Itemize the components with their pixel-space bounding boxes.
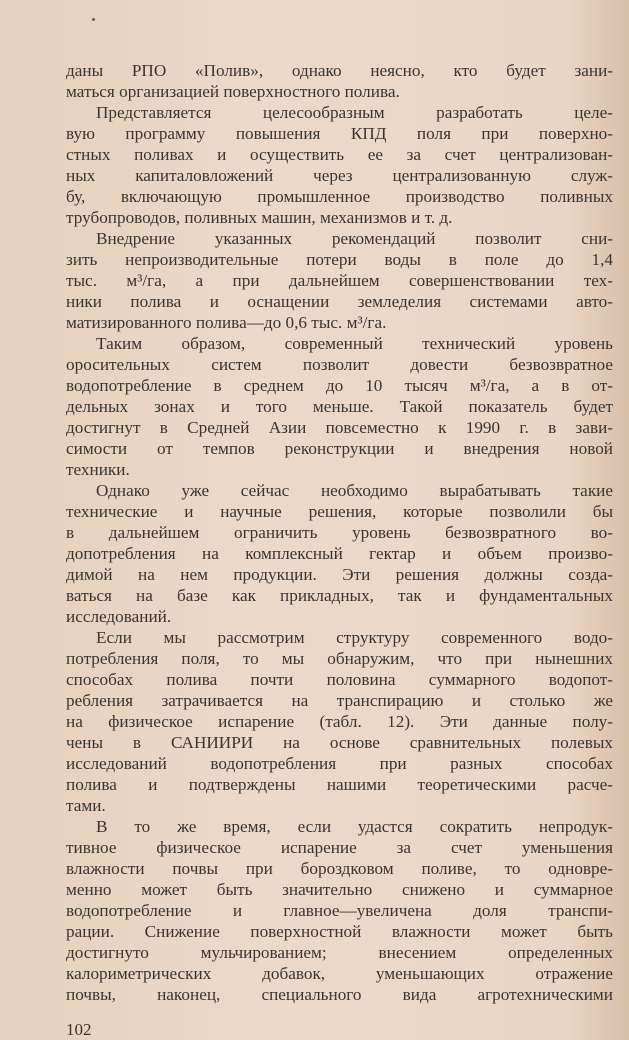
text-line: техники.: [66, 460, 130, 479]
text-line: способах полива почти половина суммарного водопот-: [66, 670, 613, 689]
text-line: достигнут в Средней Азии повсеместно к 1990 г. в зави-: [66, 418, 613, 437]
text-line: ных капиталовложений через централизованную служ-: [66, 166, 613, 185]
text-line: чены в САНИИРИ на основе сравнительных полевых: [66, 733, 613, 752]
text-line: тами.: [66, 796, 106, 815]
text-line: Внедрение указанных рекомендаций позволит сни-: [96, 229, 613, 248]
text-line: тивное физическое испарение за счет уменьшения: [66, 838, 613, 857]
text-line: в дальнейшем ограничить уровень безвозвратного во-: [66, 523, 613, 542]
paragraph: [66, 228, 613, 333]
paragraph: [66, 60, 613, 102]
text-line: дельных зонах и того меньше. Такой показатель будет: [66, 397, 613, 416]
text-line: бу, включающую промышленное производство поливных: [66, 187, 613, 206]
text-line: Если мы рассмотрим структуру современного водо-: [96, 628, 613, 647]
text-line: симости от темпов реконструкции и внедрения новой: [66, 439, 613, 458]
text-line: достигнуто мульчированием; внесением определенных: [66, 943, 613, 962]
text-line: оросительных систем позволит довести безвозвратное: [66, 355, 613, 374]
text-line: зить непроизводительные потери воды в поле до 1,4: [66, 250, 613, 269]
text-line: допотребления на комплексный гектар и объем произво-: [66, 544, 613, 563]
text-line: почвы, наконец, специального вида агротехническими: [66, 985, 613, 1004]
text-line: полива и подтверждены нашими теоретическими расче-: [66, 775, 613, 794]
text-line: димой на нем продукции. Эти решения должны созда-: [66, 565, 613, 584]
page-number: 102: [66, 1020, 92, 1039]
text-line: рации. Снижение поверхностной влажности может быть: [66, 922, 613, 941]
text-line: В то же время, если удастся сократить непродук-: [96, 817, 613, 836]
text-line: вую программу повышения КПД поля при поверхно-: [66, 124, 613, 143]
text-line: водопотребление и главное—увеличена доля транспи-: [66, 901, 613, 920]
text-line: ребления затрачивается на транспирацию и столько же: [66, 691, 613, 710]
text-line: исследований водопотребления при разных способах: [66, 754, 613, 773]
print-speck: [92, 18, 95, 21]
text-line: водопотребление в среднем до 10 тысяч м³/га, а в от-: [66, 376, 613, 395]
text-line: ники полива и оснащении земледелия системами авто-: [66, 292, 613, 311]
body-text: [66, 60, 613, 1005]
text-line: Таким образом, современный технический уровень: [96, 334, 613, 353]
paragraph: [66, 816, 613, 1005]
text-line: маться организацией поверхностного полива.: [66, 82, 400, 101]
text-line: тыс. м³/га, а при дальнейшем совершенствовании тех-: [66, 271, 613, 290]
text-line: стных поливах и осуществить ее за счет централизован-: [66, 145, 613, 164]
paragraph: [66, 333, 613, 480]
paragraph: [66, 627, 613, 816]
text-line: менно может быть значительно снижено и суммарное: [66, 880, 613, 899]
text-line: матизированного полива—до 0,6 тыс. м³/га.: [66, 313, 387, 332]
text-line: калориметрических добавок, уменьшающих отражение: [66, 964, 613, 983]
text-line: исследований.: [66, 607, 172, 626]
paragraph: [66, 102, 613, 228]
text-line: технические и научные решения, которые позволили бы: [66, 502, 613, 521]
text-line: Представляется целесообразным разработать целе-: [96, 103, 613, 122]
text-line: на физическое испарение (табл. 12). Эти данные полу-: [66, 712, 613, 731]
text-line: трубопроводов, поливных машин, механизмов и т. д.: [66, 208, 453, 227]
text-line: ваться на базе как прикладных, так и фундаментальных: [66, 586, 613, 605]
text-line: влажности почвы при бороздковом поливе, то одновре-: [66, 859, 613, 878]
text-line: потребления поля, то мы обнаружим, что при нынешних: [66, 649, 613, 668]
text-line: даны РПО «Полив», однако неясно, кто будет зани-: [66, 61, 613, 80]
text-line: Однако уже сейчас необходимо вырабатывать такие: [96, 481, 613, 500]
paragraph: [66, 480, 613, 627]
